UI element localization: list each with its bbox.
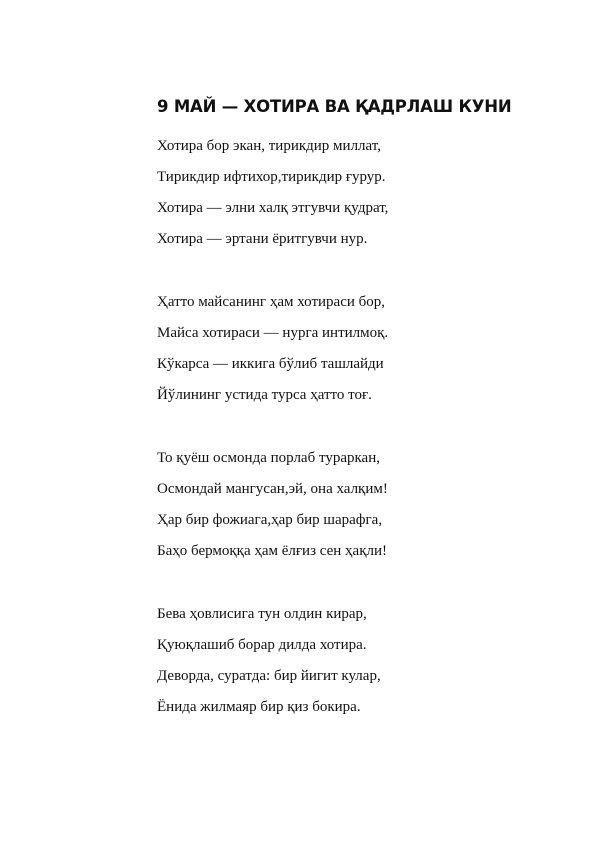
poem-line: Деворда, суратда: бир йигит кулар,: [157, 668, 381, 684]
poem-line: Қуюқлашиб борар дилда хотира.: [157, 637, 367, 653]
poem-line: Ҳатто майсанинг ҳам хотираси бор,: [157, 294, 386, 310]
poem-line: Хотира — эртани ёритгувчи нур.: [157, 231, 368, 247]
poem-line: Тирикдир ифтихор,тирикдир ғурур.: [157, 169, 386, 185]
poem-line: Майса хотираси — нурга интилмоқ.: [157, 325, 389, 341]
stanza-2: [157, 287, 577, 411]
poem-line: Йўлининг устида турса ҳатто тоғ.: [157, 387, 372, 403]
poem-body: [157, 131, 577, 723]
stanza-3: [157, 443, 577, 567]
poem-line: Ёнида жилмаяр бир қиз бокира.: [157, 699, 361, 715]
poem-line: Ҳар бир фожиага,ҳар бир шарафга,: [157, 512, 383, 528]
poem-line: Осмондай мангусан,эй, она халқим!: [157, 481, 388, 497]
poem-line: То қуёш осмонда порлаб тураркан,: [157, 450, 380, 466]
poem-line: Кўкарса — иккига бўлиб ташлайди: [157, 356, 384, 372]
poem-line: Баҳо бермоққа ҳам ёлғиз сен ҳақли!: [157, 543, 387, 559]
poem-title: 9 МАЙ — ХОТИРА ВА ҚАДРЛАШ КУНИ: [157, 97, 512, 116]
stanza-4: [157, 599, 577, 723]
poem-line: Хотира — элни халқ этгувчи қудрат,: [157, 200, 389, 216]
stanza-1: [157, 131, 577, 255]
poem-line: Бева ҳовлисига тун олдин кирар,: [157, 606, 367, 622]
poem-line: Хотира бор экан, тирикдир миллат,: [157, 138, 381, 154]
